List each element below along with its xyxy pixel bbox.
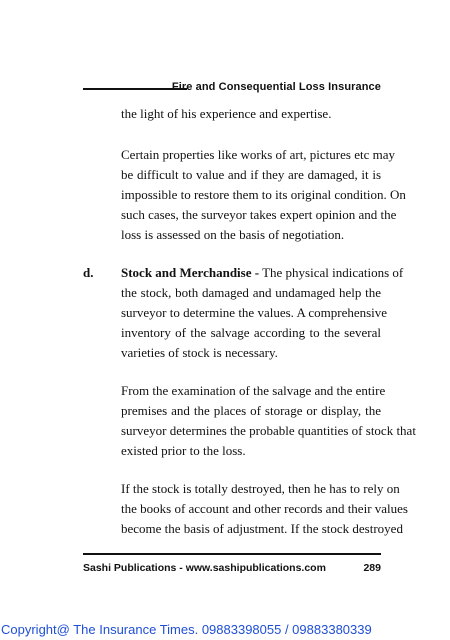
copyright-notice: Copyright@ The Insurance Times. 09883398055 / 09883380339 — [1, 622, 372, 637]
paragraph-line: surveyor to determine the values. A comprehensive — [121, 305, 388, 320]
paragraph-line: loss is assessed on the basis of negotiation. — [121, 227, 345, 242]
paragraph-line: existed prior to the loss. — [121, 443, 246, 458]
paragraph-line: inventory of the salvage according to the several — [121, 325, 381, 340]
paragraph-line: surveyor determines the probable quantities of stock that — [121, 423, 416, 438]
paragraph-line: the stock, both damaged and undamaged help the — [121, 285, 381, 300]
paragraph-line: become the basis of adjustment. If the stock destroyed — [121, 521, 403, 536]
list-marker: d. — [83, 265, 94, 280]
list-item-heading: Stock and Merchandise - — [121, 265, 260, 280]
footer-rule — [83, 553, 381, 555]
header-title: Fire and Consequential Loss Insurance — [171, 81, 381, 93]
paragraph-line: If the stock is totally destroyed, then he has to rely on — [121, 481, 400, 496]
paragraph-line: the books of account and other records and their values — [121, 501, 408, 516]
footer-publisher: Sashi Publications - www.sashipublications.com — [83, 562, 326, 574]
list-item-first-line — [121, 264, 404, 282]
paragraph-line: From the examination of the salvage and the entire — [121, 383, 386, 398]
paragraph-line: be difficult to value and if they are damaged, it is — [121, 167, 381, 182]
paragraph-line: such cases, the surveyor takes expert opinion and the — [121, 207, 397, 222]
paragraph-line: impossible to restore them to its original condition. On — [121, 187, 406, 202]
page-number: 289 — [363, 562, 381, 574]
list-item-text: The physical indications of — [259, 265, 404, 280]
paragraph-line: varieties of stock is necessary. — [121, 345, 278, 360]
paragraph-line: Certain properties like works of art, pictures etc may — [121, 147, 395, 162]
paragraph-line: the light of his experience and expertise. — [121, 106, 332, 121]
paragraph-line: premises and the places of storage or display, the — [121, 403, 381, 418]
